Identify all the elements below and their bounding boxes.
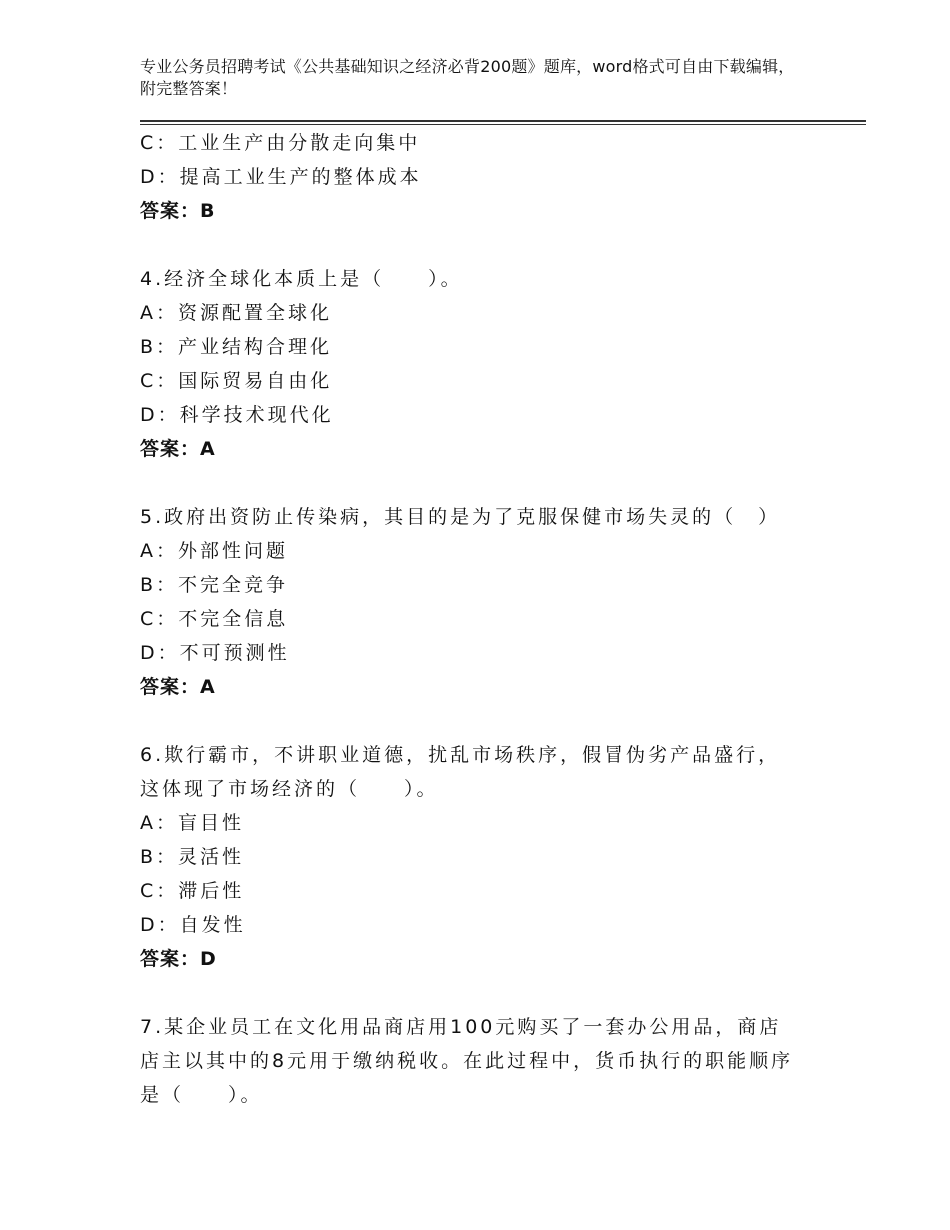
answer-line: 答案：B <box>140 200 216 222</box>
option-b: B：不完全竞争 <box>140 574 289 596</box>
spacer <box>140 466 800 500</box>
question-stem: 5.政府出资防止传染病，其目的是为了克服保健市场失灵的（ ） <box>140 506 781 528</box>
option-d: D：不可预测性 <box>140 642 290 664</box>
option-a: A：外部性问题 <box>140 540 288 562</box>
question-block <box>140 1010 800 1112</box>
spacer <box>140 976 800 1010</box>
question-block <box>140 262 800 466</box>
answer-line: 答案：A <box>140 676 216 698</box>
document-body <box>140 126 800 1112</box>
answer-line: 答案：A <box>140 438 216 460</box>
question-stem: 6.欺行霸市，不讲职业道德，扰乱市场秩序，假冒伪劣产品盛行，这体现了市场经济的（ ）。 <box>140 744 781 800</box>
question-stem: 7.某企业员工在文化用品商店用100元购买了一套办公用品，商店店主以其中的8元用于缴纳税收。在此过程中，货币执行的职能顺序是（ ）。 <box>140 1016 794 1106</box>
option-d: D：自发性 <box>140 914 246 936</box>
document-header: 专业公务员招聘考试《公共基础知识之经济必背200题》题库，word格式可自由下载编辑，附完整答案！ <box>140 57 795 98</box>
spacer <box>140 704 800 738</box>
question-stem: 4.经济全球化本质上是（ ）。 <box>140 268 463 290</box>
option-c: C：工业生产由分散走向集中 <box>140 132 421 154</box>
option-c: C：滞后性 <box>140 880 245 902</box>
option-c: C：不完全信息 <box>140 608 289 630</box>
header-divider <box>140 120 866 125</box>
spacer <box>140 228 800 262</box>
option-b: B：灵活性 <box>140 846 245 868</box>
option-b: B：产业结构合理化 <box>140 336 333 358</box>
question-block <box>140 500 800 704</box>
question-block <box>140 738 800 976</box>
answer-line: 答案：D <box>140 948 217 970</box>
option-d: D：科学技术现代化 <box>140 404 334 426</box>
option-a: A：盲目性 <box>140 812 244 834</box>
option-c: C：国际贸易自由化 <box>140 370 333 392</box>
option-a: A：资源配置全球化 <box>140 302 332 324</box>
option-d: D：提高工业生产的整体成本 <box>140 166 422 188</box>
